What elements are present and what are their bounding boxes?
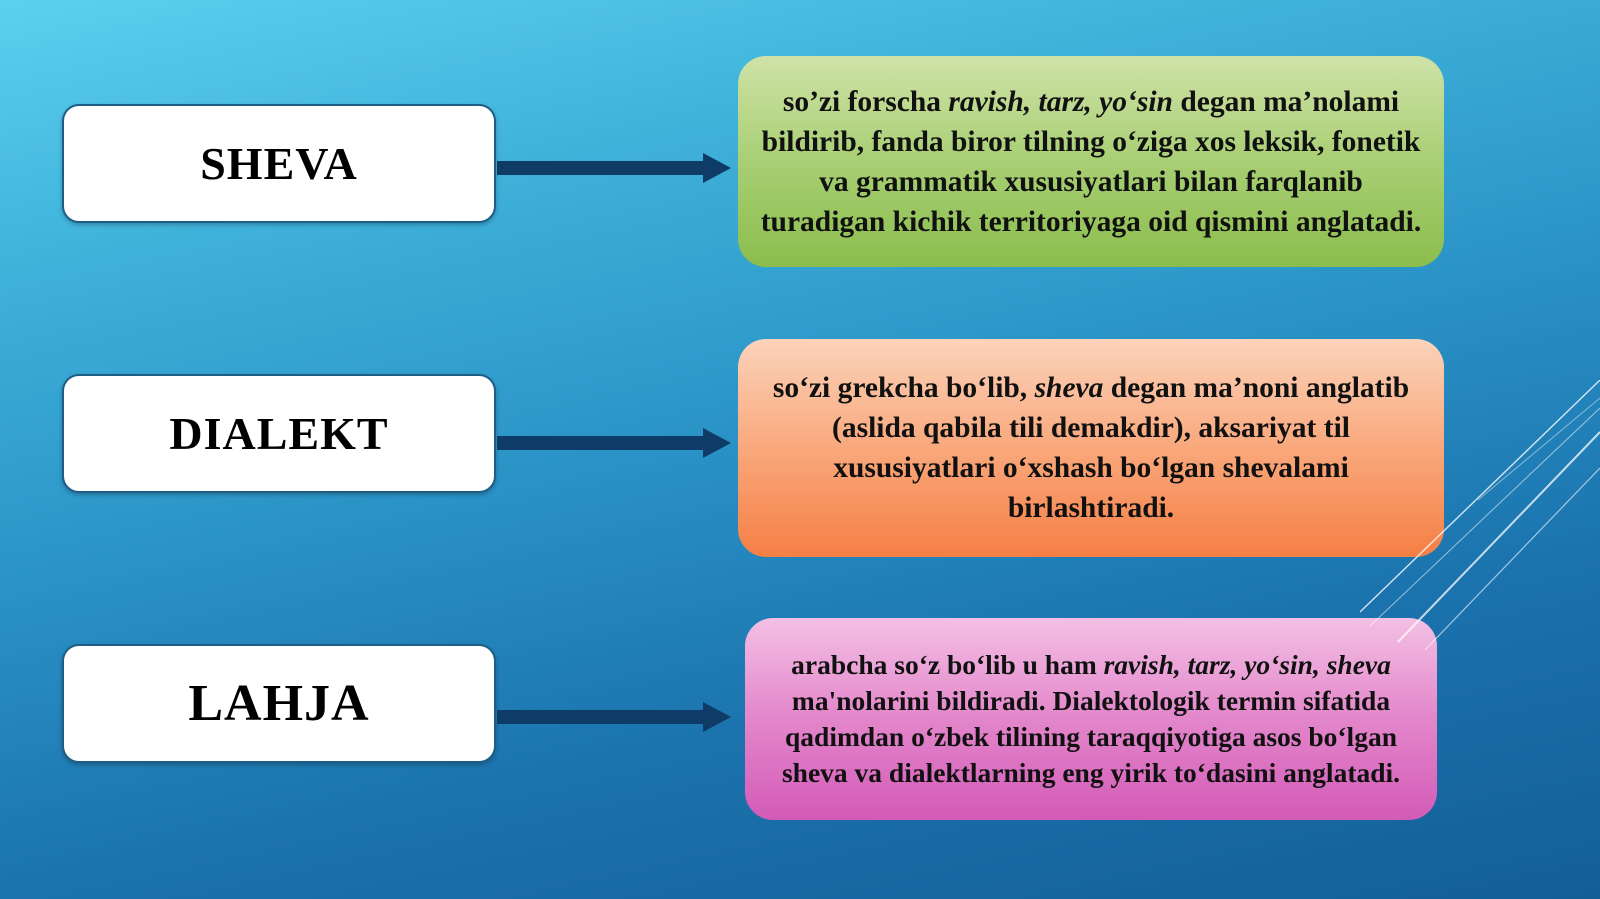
- decorative-lines: [1360, 380, 1600, 650]
- term-label-dialekt: DIALEKT: [169, 408, 389, 459]
- term-box-dialekt: [62, 374, 496, 493]
- arrow-right-icon: [497, 702, 731, 732]
- definition-text-dialekt: so‘zi grekcha bo‘lib, sheva degan ma’noni anglatib (aslida qabila tili demakdir), aksariyat til xususiyatlari o‘xshash bo‘lgan shevalami birlashtiradi.: [772, 372, 1410, 524]
- definition-box-sheva: [738, 56, 1444, 267]
- definition-text-lahja: arabcha so‘z bo‘lib u ham ravish, tarz, yo‘sin, sheva ma'nolarini bildiradi. Dialektologik termin sifatida qadimdan o‘zbek tilining taraqqiyotiga asos bo‘lgan sheva va dialektlarning eng yirik to‘dasini anglatadi.: [781, 649, 1401, 788]
- arrow-right-icon: [497, 153, 731, 183]
- definition-text-sheva: so’zi forscha ravish, tarz, yo‘sin degan ma’nolami bildirib, fanda biror tilning o‘ziga xos leksik, fonetik va grammatik xususiyatlari bilan farqlanib turadigan kichik territoriyaga oid qismini anglatadi.: [760, 85, 1422, 238]
- term-box-lahja: [62, 644, 496, 763]
- term-box-sheva: [62, 104, 496, 223]
- definition-box-lahja: [745, 618, 1437, 820]
- arrow-right-icon: [497, 428, 731, 458]
- definition-box-dialekt: [738, 339, 1444, 557]
- term-label-sheva: SHEVA: [200, 138, 358, 189]
- term-label-lahja: LAHJA: [188, 675, 370, 732]
